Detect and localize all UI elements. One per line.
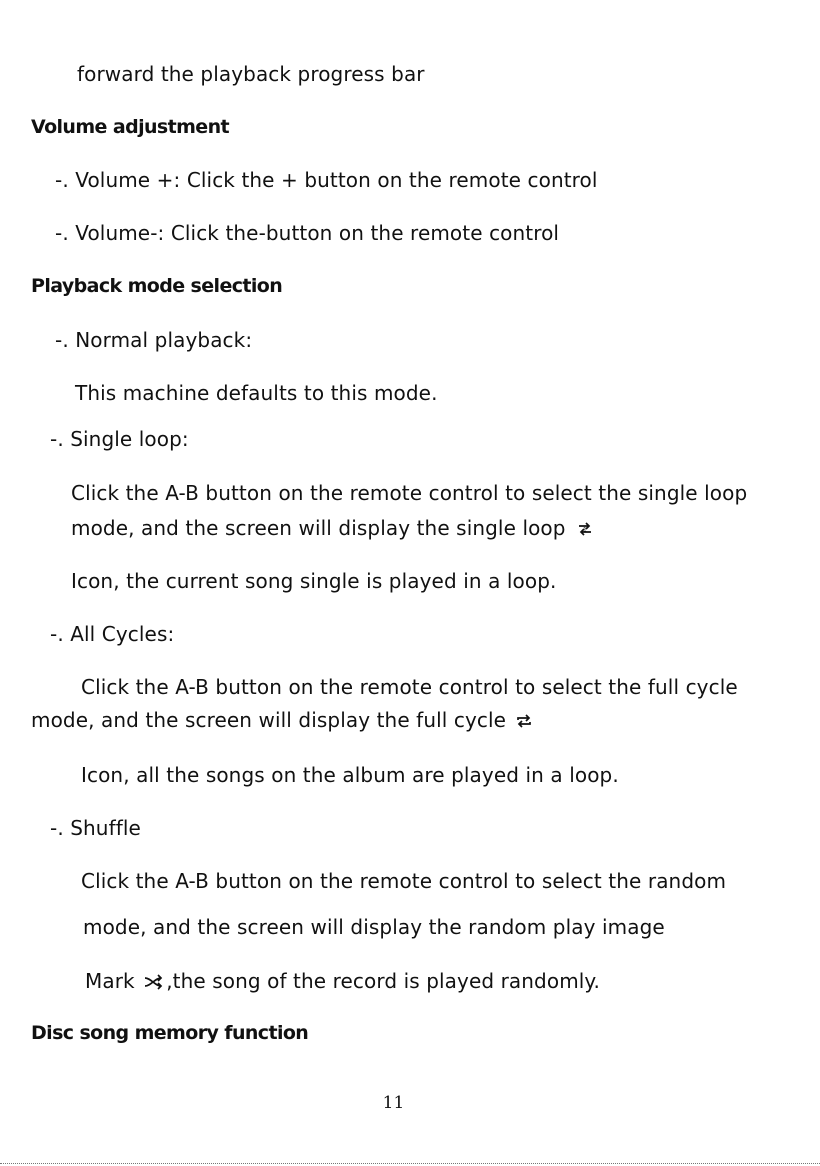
text-fragment: ,the song of the record is played randomly. [166,969,600,993]
text-line: Click the A-B button on the remote control to select the random [81,869,727,893]
text-line: mode, and the screen will display the random play image [83,915,665,939]
text-line: Click the A-B button on the remote control to select the full cycle [81,675,738,699]
text-fragment: mode, and the screen will display the full cycle [31,708,507,732]
text-line: -. Shuffle [50,816,141,840]
section-heading-volume: Volume adjustment [31,116,230,138]
text-line: -. Volume +: Click the + button on the remote control [55,168,598,192]
text-line: Icon, the current song single is played in a loop. [71,569,557,593]
text-line: -. Volume-: Click the-button on the remote control [55,221,560,245]
repeat-one-icon [572,517,594,543]
text-fragment: mode, and the screen will display the single loop [71,516,566,540]
section-heading-playback-mode: Playback mode selection [31,275,283,297]
text-line: forward the playback progress bar [77,62,425,86]
bottom-divider [0,1163,820,1164]
section-heading-disc-memory: Disc song memory function [31,1022,309,1044]
text-line: Icon, all the songs on the album are played in a loop. [81,763,619,787]
page-number: 11 [382,1093,405,1113]
text-line: -. Single loop: [50,427,189,451]
shuffle-icon [141,970,166,996]
text-line-with-icon [31,707,533,735]
text-line: This machine defaults to this mode. [75,381,438,405]
text-line: -. All Cycles: [50,622,175,646]
text-line-with-icon [85,968,600,996]
svg-text:1: 1 [583,526,588,533]
text-line: Click the A-B button on the remote control to select the single loop [71,481,748,505]
text-fragment: Mark [85,969,135,993]
text-line: -. Normal playback: [55,328,253,352]
text-line-with-icon [71,515,594,543]
repeat-all-icon [513,709,533,735]
